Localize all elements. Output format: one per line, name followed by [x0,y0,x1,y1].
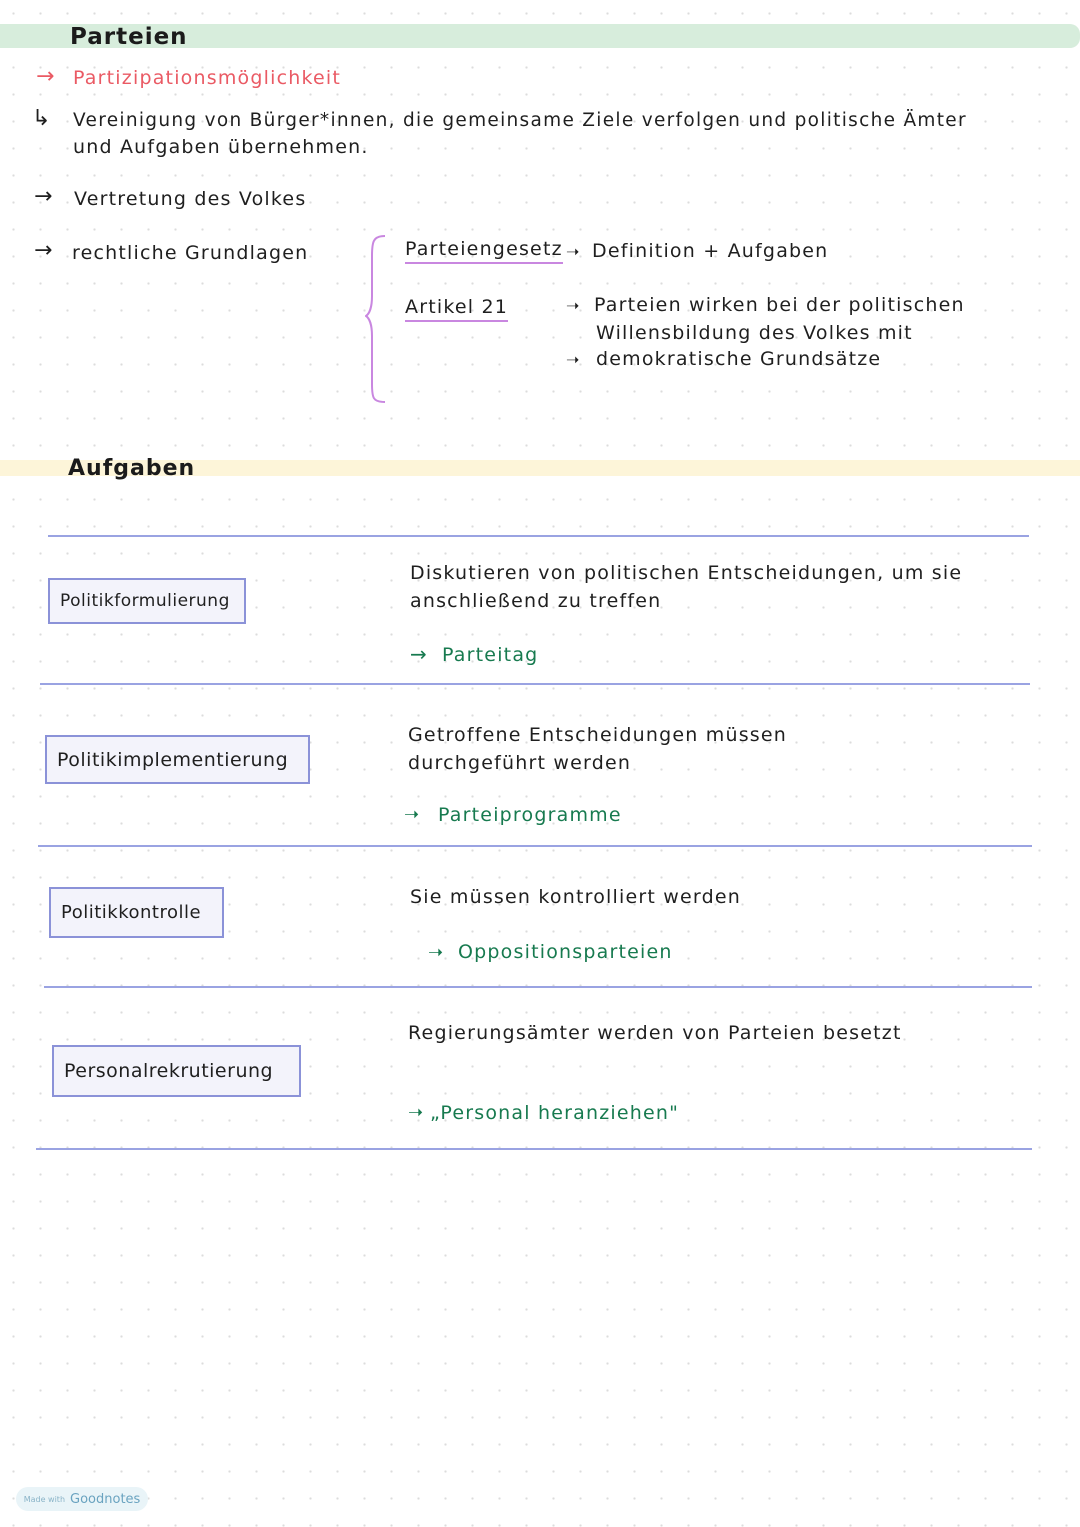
task-example: Oppositionsparteien [458,941,673,963]
arrow-right-icon: ➝ [428,942,444,963]
arrow-right-icon: → [34,184,53,209]
made-with-goodnotes-badge [16,1487,148,1511]
task-description: Getroffene Entscheidungen müssen [408,724,788,746]
legal-term-parteiengesetz [405,238,563,260]
section-title: Aufgaben [68,456,196,481]
arrow-right-icon: ➝ [566,296,580,315]
divider [48,535,1029,537]
task-description: Diskutieren von politischen Entscheidungen, um sie [410,562,963,584]
definition-line-2: und Aufgaben übernehmen. [73,136,369,158]
task-label-box: Personalrekrutierung [52,1045,301,1097]
task-label-box: Politikformulierung [48,578,246,624]
arrow-right-icon: ➝ [404,804,420,825]
arrow-right-icon: → [34,238,53,263]
brand-text: Goodnotes [70,1491,141,1507]
legal-note: Willensbildung des Volkes mit [596,322,913,344]
made-with-text: Made with [23,1494,66,1504]
divider [40,683,1030,685]
task-description: Regierungsämter werden von Parteien besetzt [408,1022,902,1044]
task-example: „Personal heranziehen" [430,1102,680,1124]
representation-text: Vertretung des Volkes [74,188,307,210]
legal-term-label: Artikel 21 [405,296,508,322]
arrow-right-icon: → [410,642,427,666]
task-example: Parteiprogramme [438,804,622,826]
legal-basis-text: rechtliche Grundlagen [72,242,309,264]
task-description: Sie müssen kontrolliert werden [410,886,741,908]
task-example: Parteitag [442,644,539,666]
legal-note: Definition + Aufgaben [592,240,829,262]
definition-line-1: Vereinigung von Bürger*innen, die gemeinsame Ziele verfolgen und politische Ämter [73,110,967,131]
page-title: Parteien [70,24,188,50]
legal-term-label: Parteiengesetz [405,238,563,264]
task-label-box: Politikimplementierung [45,735,310,784]
arrow-right-icon: ➝ [566,350,580,369]
legal-term-artikel-21 [405,296,508,318]
participation-text: Partizipationsmöglichkeit [73,67,342,89]
divider [36,1148,1032,1150]
arrow-right-icon: ➝ [566,242,580,261]
divider [44,986,1032,988]
task-description: anschließend zu treffen [410,590,662,612]
legal-note: demokratische Grundsätze [596,348,882,370]
arrow-right-icon: ➝ [408,1102,424,1123]
curly-brace-icon [365,234,391,404]
task-description: durchgeführt werden [408,752,632,774]
divider [38,845,1032,847]
arrow-right-icon: → [36,64,55,89]
task-label-box: Politikkontrolle [49,887,224,938]
legal-note: Parteien wirken bei der politischen [594,294,965,316]
return-arrow-icon: ↳ [32,106,51,131]
